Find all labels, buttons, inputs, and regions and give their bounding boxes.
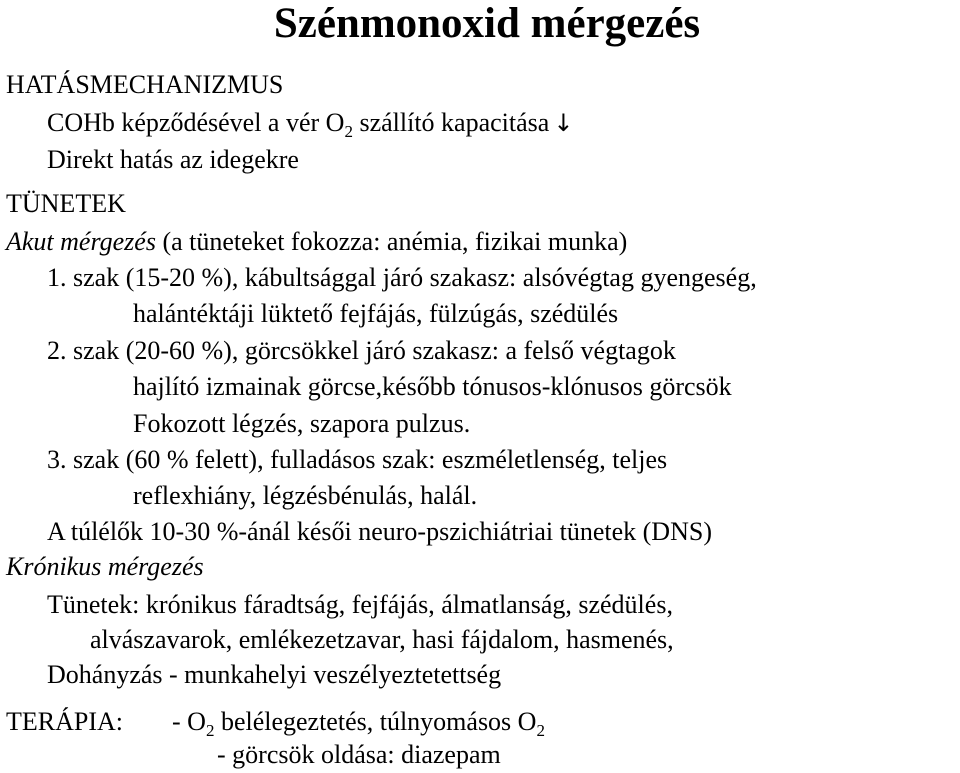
stage-1-line-a: 1. szak (15-20 %), kábultsággal járó szakasz: alsóvégtag gyengeség, <box>47 263 757 292</box>
mechanism-line-2: Direkt hatás az idegekre <box>47 145 299 174</box>
mechanism-line-1 <box>47 108 574 141</box>
acute-poisoning-rest: (a tüneteket fokozza: anémia, fizikai munka) <box>155 227 628 256</box>
stage-3-line-a: 3. szak (60 % felett), fulladásos szak: eszméletlenség, teljes <box>47 445 668 474</box>
therapy-o2-subscript-2: 2 <box>536 721 545 740</box>
therapy-label: TERÁPIA: <box>6 707 123 736</box>
therapy-line-1-pre: - O <box>172 707 206 736</box>
stage-2-line-c: Fokozott légzés, szapora pulzus. <box>133 409 471 438</box>
stage-2-line-a: 2. szak (20-60 %), görcsökkel járó szakasz: a felső végtagok <box>47 336 676 365</box>
stage-2-line-b: hajlító izmainak görcse,később tónusos-klónusos görcsök <box>133 372 732 401</box>
chronic-symptoms-line-a: Tünetek: krónikus fáradtság, fejfájás, álmatlanság, szédülés, <box>47 590 673 619</box>
acute-poisoning-label: Akut mérgezés <box>6 227 156 256</box>
therapy-line-1 <box>172 707 545 740</box>
mechanism-heading: HATÁSMECHANIZMUS <box>6 70 284 99</box>
down-arrow-icon: ↓ <box>553 109 574 137</box>
therapy-o2-subscript-1: 2 <box>205 721 215 740</box>
o2-subscript: 2 <box>344 122 353 141</box>
survivors-line: A túlélők 10-30 %-ánál késői neuro-pszichiátriai tünetek (DNS) <box>47 517 712 546</box>
acute-poisoning-line <box>6 227 627 257</box>
smoking-line: Dohányzás - munkahelyi veszélyeztetettség <box>47 660 502 689</box>
symptoms-heading: TÜNETEK <box>6 189 126 218</box>
chronic-symptoms-line-b: alvászavarok, emlékezetzavar, hasi fájdalom, hasmenés, <box>90 625 674 654</box>
mechanism-line-1-post: szállító kapacitása <box>352 108 550 137</box>
chronic-poisoning-label: Krónikus mérgezés <box>6 552 204 581</box>
stage-1-line-b: halántéktáji lüktető fejfájás, fülzúgás, szédülés <box>133 299 619 328</box>
page-title: Szénmonoxid mérgezés <box>273 0 701 47</box>
therapy-line-1-mid: belélegeztetés, túlnyomásos O <box>214 707 537 736</box>
stage-3-line-b: reflexhiány, légzésbénulás, halál. <box>133 481 478 510</box>
mechanism-line-1-pre: COHb képződésével a vér O <box>47 108 345 137</box>
therapy-line-2: - görcsök oldása: diazepam <box>217 740 501 769</box>
